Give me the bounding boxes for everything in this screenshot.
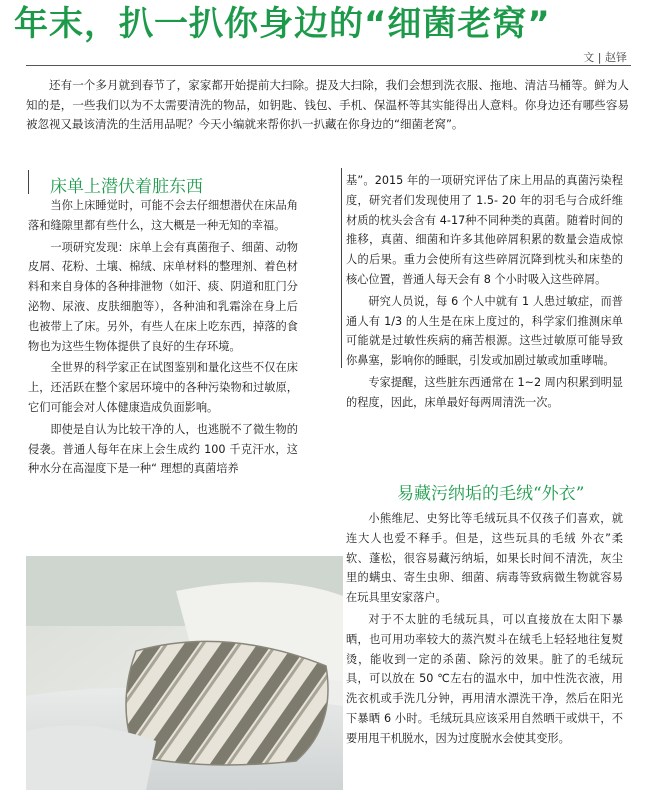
paragraph: 对于不太脏的毛绒玩具，可以直接放在太阳下暴晒，也可用功率较大的蒸汽熨斗在绒毛上轻轻地往复熨烫，能收到一定的杀菌、除污的效果。脏了的毛绒玩具，可以放在 50 ℃左右的温水中，加中性洗衣液，用洗衣机或手洗几分钟，再用清水漂洗干净，然后在阳光下暴晒 6 小时。毛绒玩具应该采用自然晒干或烘干，不要用甩干机脱水，因为过度脱水会使其变形。 bbox=[346, 612, 623, 745]
paragraph: 一项研究发现：床单上会有真菌孢子、细菌、动物皮屑、花粉、土壤、棉绒、床单材料的整理剂、着色材料和来自身体的各种排泄物（如汗、痰、阴道和肛门分泌物、尿液、皮肤细胞等），各种油和乳霜涂在身上后也被带上了床。另外，有些人在床上吃东西，掉落的食物也为这些生物体提供了良好的生存环境。 bbox=[28, 240, 298, 353]
paragraph: 当你上床睡觉时，可能不会去仔细想潜伏在床品角落和缝隙里都有些什么，这大概是一种无知的幸福。 bbox=[28, 199, 298, 232]
paragraph: 全世界的科学家正在试图鉴别和量化这些不仅在床上，还活跃在整个家居环境中的各种污染物和过敏原，它们可能会对人体健康造成负面影响。 bbox=[28, 361, 298, 414]
paragraph: 即使是自认为比较干净的人，也逃脱不了微生物的侵袭。普通人每年在床上会生成约 100 千克汗水，这种水分在高湿度下是一种“ 理想的真菌培养 bbox=[28, 422, 298, 476]
section-heading-bedsheet: 床单上潜伏着脏东西 bbox=[50, 177, 203, 197]
paragraph: 专家提醒，这些脏东西通常在 1~2 周内积累到明显的程度，因此，床单最好每两周清洗一次。 bbox=[346, 375, 623, 409]
left-heading-rule bbox=[28, 170, 29, 194]
intro-paragraph: 还有一个多月就到春节了，家家都开始提前大扫除。提及大扫除，我们会想到洗衣服、拖地、清洁马桶等。鲜为人知的是，一些我们以为不太需要清洗的物品，如钥匙、钱包、手机、保温杯等其实能得出人意料。你身边还有哪些容易被忽视又最该清洗的生活用品呢？今天小编就来帮你扒一扒藏在你身边的“细菌老窝”。 bbox=[26, 78, 629, 131]
left-column bbox=[28, 196, 298, 481]
paragraph: 研究人员说，每 6 个人中就有 1 人患过敏症，而普通人有 1/3 的人生是在床上度过的，科学家们推测床单可能就是过敏性疾病的痛苦根源。这些过敏原可能导致你鼻塞，影响你的睡眠，引发或加剧过敏或加重哮喘。 bbox=[346, 294, 623, 368]
right-column bbox=[346, 171, 623, 415]
byline: 文 | 赵铎 bbox=[583, 51, 627, 64]
pillows-photo bbox=[26, 556, 343, 790]
paragraph: 小熊维尼、史努比等毛绒玩具不仅孩子们喜欢，就连大人也爱不释手。但是，这些玩具的毛绒 外衣”柔软、蓬松，很容易藏污纳垢，如果长时间不清洗，灰尘里的螨虫、寄生虫卵、细菌、病毒等致病微生物就容易在玩具里安家落户。 bbox=[346, 512, 623, 605]
right-column-lower bbox=[346, 509, 623, 751]
column-divider bbox=[341, 168, 342, 368]
header-divider bbox=[26, 65, 631, 66]
section-heading-plush: 易藏污纳垢的毛绒“外衣” bbox=[397, 484, 585, 504]
article-title: 年末，扒一扒你身边的“细菌老窝” bbox=[14, 4, 551, 44]
paragraph: 基”。2015 年的一项研究评估了床上用品的真菌污染程度，研究者们发现使用了 1.5- 20 年的羽毛与合成纤维材质的枕头会含有 4-17种不同种类的真菌。随着时间的推移，真菌、细菌和许多其他碎屑积累的数量会造成惊人的后果。重力会使所有这些碎屑沉降到枕头和床垫的核心位置，普通人每天会有 8 个小时吸入这些碎屑。 bbox=[346, 174, 623, 286]
